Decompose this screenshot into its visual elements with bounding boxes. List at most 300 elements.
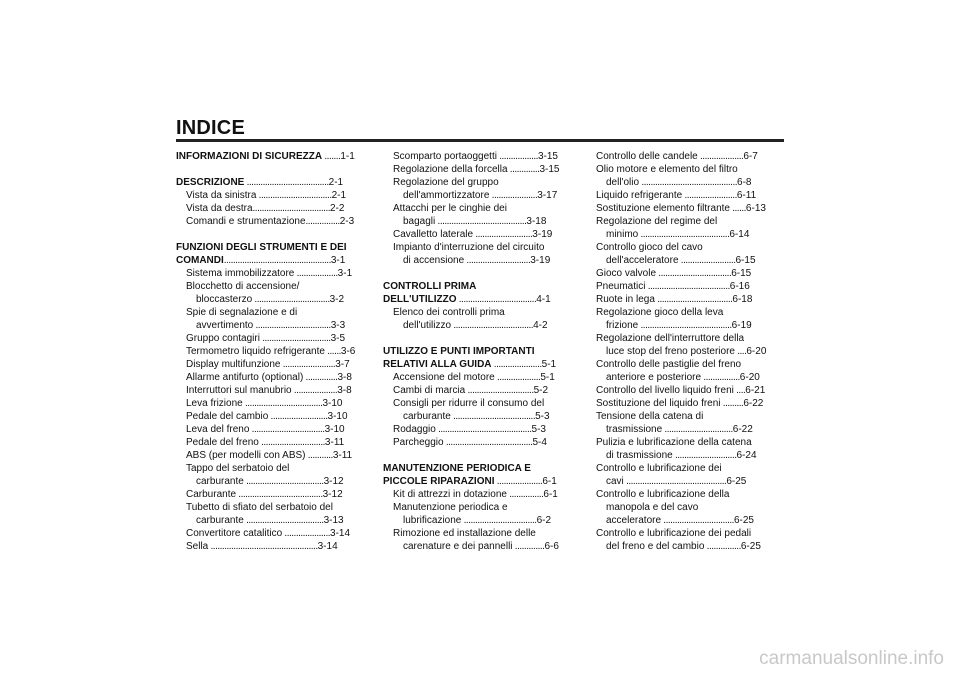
toc-entry-title: dell'acceleratore [606, 255, 679, 266]
toc-page-number: 5-1 [540, 372, 555, 383]
toc-entry[interactable] [383, 488, 574, 501]
toc-leader-dots: ................... [494, 372, 541, 383]
toc-leader-dots: ............... [506, 489, 544, 500]
toc-entry-title: Controllo gioco del cavo [596, 242, 703, 253]
toc-spacer [176, 228, 366, 241]
toc-leader-dots: ........................................ [638, 320, 732, 331]
toc-entry-title: acceleratore [606, 515, 662, 526]
toc-entry-title: Display multifunzione [186, 359, 281, 370]
toc-entry-title: Pedale del freno [186, 437, 259, 448]
toc-entry-title: Regolazione dell'interruttore della [596, 333, 745, 344]
toc-entry[interactable] [176, 501, 366, 514]
toc-entry-title: Controllo e lubrificazione dei [596, 463, 722, 474]
toc-entry[interactable] [383, 306, 574, 319]
toc-entry-title: bagagli [403, 216, 436, 227]
toc-page-number: 6-15 [735, 255, 756, 266]
toc-entry-title: Vista da destra [186, 203, 253, 214]
toc-page-number: 6-20 [746, 346, 767, 357]
toc-entry[interactable] [176, 540, 366, 553]
toc-entry[interactable] [596, 150, 784, 163]
toc-page-number: 3-18 [526, 216, 547, 227]
toc-entry-title: Rimozione ed installazione delle [393, 528, 536, 539]
toc-leader-dots: .................. [294, 268, 338, 279]
toc-leader-dots: ................................ [249, 424, 325, 435]
toc-spacer [383, 332, 574, 345]
toc-entry[interactable] [176, 189, 366, 202]
toc-entry-title: di trasmissione [606, 450, 673, 461]
toc-leader-dots: ................................... [451, 320, 534, 331]
toc-entry[interactable] [176, 345, 366, 358]
toc-leader-dots: .............................. [259, 333, 331, 344]
toc-page-number: 6-11 [736, 190, 757, 201]
toc-page-number: 6-22 [732, 424, 753, 435]
toc-leader-dots: ............................ [258, 437, 325, 448]
toc-entry-title: Termometro liquido refrigerante [186, 346, 325, 357]
toc-entry-title: Pedale del cambio [186, 411, 269, 422]
toc-entry-title: Regolazione della forcella [393, 164, 508, 175]
toc-entry[interactable] [383, 397, 574, 410]
toc-entry-title: Cambi di marcia [393, 385, 466, 396]
toc-leader-dots: .... [734, 346, 747, 357]
toc-entry-title: Kit di attrezzi in dotazione [393, 489, 507, 500]
toc-entry-title: ABS (per modelli con ABS) [186, 450, 306, 461]
toc-entry-title: MANUTENZIONE PERIODICA E [383, 463, 531, 474]
toc-entry-title: Allarme antifurto (optional) [186, 372, 304, 383]
toc-leader-dots: ................... [697, 151, 744, 162]
toc-entry-title: Regolazione del gruppo [393, 177, 499, 188]
toc-leader-dots: ....................................... [435, 216, 527, 227]
toc-entry[interactable] [176, 527, 366, 540]
toc-leader-dots: ......... [720, 398, 744, 409]
toc-entry-title: Sostituzione elemento filtrante [596, 203, 730, 214]
title-rule [176, 139, 784, 142]
toc-page-number: 6-15 [731, 268, 752, 279]
toc-leader-dots: ............................................... [223, 255, 331, 266]
toc-leader-dots: .............................. [662, 424, 733, 435]
toc-section-heading[interactable] [383, 358, 574, 371]
toc-section-heading[interactable] [383, 462, 574, 475]
toc-entry[interactable] [176, 449, 366, 462]
toc-column-1 [176, 150, 366, 553]
toc-leader-dots: ............................ [464, 255, 531, 266]
toc-entry[interactable] [383, 540, 574, 553]
toc-entry[interactable] [596, 371, 784, 384]
toc-entry-title: Scomparto portaoggetti [393, 151, 497, 162]
toc-entry[interactable] [383, 163, 574, 176]
toc-entry[interactable] [596, 449, 784, 462]
toc-leader-dots: ................................ [461, 515, 537, 526]
toc-column-3 [596, 150, 784, 553]
toc-entry-title: Sistema immobilizzatore [186, 268, 295, 279]
toc-section-heading[interactable] [383, 345, 574, 358]
toc-entry[interactable] [596, 228, 784, 241]
toc-leader-dots: ....................... [280, 359, 336, 370]
toc-page-number: 3-7 [335, 359, 350, 370]
toc-entry[interactable] [383, 436, 574, 449]
toc-entry[interactable] [596, 319, 784, 332]
toc-entry[interactable] [383, 527, 574, 540]
toc-entry[interactable] [383, 215, 574, 228]
toc-leader-dots: .................................. [242, 398, 323, 409]
toc-entry[interactable] [596, 306, 784, 319]
toc-leader-dots: ....................................... [638, 229, 730, 240]
toc-section-heading[interactable] [383, 293, 574, 306]
toc-entry-title: minimo [606, 229, 639, 240]
toc-entry[interactable] [596, 202, 784, 215]
toc-page-number: 5-4 [532, 437, 547, 448]
toc-section-heading[interactable] [383, 475, 574, 488]
toc-leader-dots: ................................. [252, 294, 330, 305]
toc-entry[interactable] [596, 280, 784, 293]
toc-leader-dots: ................................. [253, 320, 331, 331]
toc-section-heading[interactable] [176, 254, 366, 267]
toc-page-number: 6-8 [737, 177, 752, 188]
toc-entry-title: Leva del freno [186, 424, 250, 435]
toc-entry[interactable] [596, 267, 784, 280]
toc-leader-dots: ............................... [661, 515, 734, 526]
toc-leader-dots: ................................. [654, 294, 733, 305]
toc-page-number: 6-20 [739, 372, 760, 383]
toc-page-number: 6-1 [543, 489, 558, 500]
toc-entry-title: di accensione [403, 255, 465, 266]
toc-page-number: 3-17 [537, 190, 558, 201]
toc-entry-title: Gruppo contagiri [186, 333, 260, 344]
toc-entry-title: manopola e del cavo [606, 502, 699, 513]
toc-entry-title: RELATIVI ALLA GUIDA [383, 359, 492, 370]
toc-page-number: 6-1 [542, 476, 557, 487]
toc-page-number: 3-1 [330, 255, 346, 266]
toc-leader-dots: ............. [512, 541, 545, 552]
toc-page-number: 3-13 [323, 515, 344, 526]
toc-page-number: 6-14 [729, 229, 750, 240]
toc-entry[interactable] [383, 189, 574, 202]
toc-page-number: 3-12 [322, 489, 343, 500]
toc-leader-dots: .................... [494, 476, 543, 487]
toc-leader-dots: ................................ [256, 190, 332, 201]
toc-entry[interactable] [596, 488, 784, 501]
toc-page-number: 3-2 [329, 294, 345, 305]
toc-entry[interactable] [176, 436, 366, 449]
toc-entry-title: Controllo del livello liquido freni [596, 385, 734, 396]
toc-page-number: 6-18 [732, 294, 753, 305]
toc-entry-title: anteriore e posteriore [606, 372, 702, 383]
toc-page-number: 3-11 [332, 450, 353, 461]
toc-entry[interactable] [596, 293, 784, 306]
toc-entry[interactable] [596, 514, 784, 527]
toc-entry-title: Tubetto di sfiato del serbatoio del [186, 502, 333, 513]
toc-leader-dots: ............... [305, 216, 340, 227]
toc-entry[interactable] [176, 475, 366, 488]
toc-entry[interactable] [176, 397, 366, 410]
toc-leader-dots: ............... [704, 541, 741, 552]
toc-entry-title: Consigli per ridurre il consumo del [393, 398, 545, 409]
toc-entry[interactable] [596, 345, 784, 358]
toc-leader-dots: ..................................... [236, 489, 323, 500]
toc-column-2 [383, 150, 574, 553]
toc-page-number: 6-25 [726, 476, 747, 487]
toc-spacer [176, 163, 366, 176]
toc-entry[interactable] [383, 501, 574, 514]
toc-page-number: 6-6 [544, 541, 559, 552]
toc-entry[interactable] [176, 384, 366, 397]
toc-page-number: 3-5 [330, 333, 346, 344]
toc-entry-title: UTILIZZO E PUNTI IMPORTANTI [383, 346, 535, 357]
toc-leader-dots: .................... [282, 528, 331, 539]
toc-leader-dots: ................... [291, 385, 338, 396]
toc-section-heading[interactable] [383, 280, 574, 293]
toc-entry-title: Spie di segnalazione e di [186, 307, 298, 318]
toc-page-number: 2-1 [331, 190, 347, 201]
toc-entry[interactable] [176, 462, 366, 475]
toc-entry[interactable] [596, 241, 784, 254]
toc-page-number: 6-25 [733, 515, 754, 526]
toc-entry[interactable] [383, 319, 574, 332]
toc-entry[interactable] [176, 293, 366, 306]
toc-leader-dots: .................................... [244, 177, 329, 188]
toc-leader-dots: .................................. [456, 294, 537, 305]
toc-entry[interactable] [176, 410, 366, 423]
toc-page-number: 3-12 [323, 476, 344, 487]
toc-entry[interactable] [176, 319, 366, 332]
toc-page-number: 6-24 [736, 450, 757, 461]
toc-entry[interactable] [596, 527, 784, 540]
toc-page-number: 3-14 [330, 528, 351, 539]
toc-page-number: 3-10 [322, 398, 343, 409]
toc-entry[interactable] [596, 462, 784, 475]
toc-page-number: 4-2 [533, 320, 548, 331]
toc-entry-title: Blocchetto di accensione/ [186, 281, 300, 292]
toc-entry-title: Liquido refrigerante [596, 190, 683, 201]
toc-entry[interactable] [383, 241, 574, 254]
toc-entry-title: Elenco dei controlli prima [393, 307, 505, 318]
toc-page-number: 3-10 [327, 411, 348, 422]
toc-entry-title: Pulizia e lubrificazione della catena [596, 437, 752, 448]
toc-entry-title: Regolazione del regime del [596, 216, 718, 227]
toc-entry-title: Parcheggio [393, 437, 444, 448]
toc-entry[interactable] [176, 423, 366, 436]
toc-page-number: 2-1 [328, 177, 344, 188]
toc-entry[interactable] [176, 280, 366, 293]
toc-entry-title: Controllo delle pastiglie del freno [596, 359, 742, 370]
toc-entry[interactable] [596, 215, 784, 228]
toc-entry[interactable] [383, 410, 574, 423]
toc-entry-title: avvertimento [196, 320, 254, 331]
toc-leader-dots: ................................ [656, 268, 732, 279]
toc-page-number: 3-1 [337, 268, 353, 279]
toc-entry-title: Regolazione gioco della leva [596, 307, 724, 318]
toc-entry[interactable] [596, 358, 784, 371]
toc-entry[interactable] [383, 423, 574, 436]
toc-leader-dots: ...................................... [443, 437, 533, 448]
toc-leader-dots: .................................... [450, 411, 536, 422]
toc-entry-title: luce stop del freno posteriore [606, 346, 735, 357]
toc-entry[interactable] [383, 150, 574, 163]
toc-entry[interactable] [596, 423, 784, 436]
toc-entry[interactable] [596, 475, 784, 488]
toc-entry-title: Comandi e strumentazione [186, 216, 306, 227]
toc-page-number: 6-16 [729, 281, 750, 292]
toc-leader-dots: .................................... [645, 281, 730, 292]
toc-leader-dots: ............. [507, 164, 540, 175]
toc-page-number: 5-2 [533, 385, 549, 396]
toc-entry-title: Convertitore catalitico [186, 528, 283, 539]
toc-entry-title: bloccasterzo [196, 294, 253, 305]
toc-leader-dots: .................................. [252, 203, 330, 214]
toc-leader-dots: .... [733, 385, 746, 396]
toc-leader-dots: ......................................... [435, 424, 532, 435]
toc-leader-dots: .................... [489, 190, 538, 201]
toc-entry-title: Interruttori sul manubrio [186, 385, 292, 396]
toc-entry-title: Controllo e lubrificazione dei pedali [596, 528, 752, 539]
toc-page-number: 4-1 [536, 294, 551, 305]
toc-entry[interactable] [383, 514, 574, 527]
toc-page-number: 3-8 [337, 372, 352, 383]
toc-leader-dots: ................. [496, 151, 538, 162]
toc-leader-dots: ................ [701, 372, 740, 383]
toc-entry-title: carenature e dei pannelli [403, 541, 513, 552]
toc-entry[interactable] [176, 514, 366, 527]
toc-spacer [383, 449, 574, 462]
toc-entry-title: Cavalletto laterale [393, 229, 474, 240]
toc-entry-title: DELL'UTILIZZO [383, 294, 457, 305]
toc-entry[interactable] [596, 384, 784, 397]
toc-page-number: 6-7 [743, 151, 758, 162]
toc-page-number: 3-3 [330, 320, 346, 331]
toc-page-number: 3-15 [539, 164, 560, 175]
toc-leader-dots: ............................. [465, 385, 534, 396]
toc-entry-title: dell'olio [606, 177, 640, 188]
page-title: INDICE [176, 117, 245, 139]
toc-entry[interactable] [596, 189, 784, 202]
toc-entry[interactable] [176, 488, 366, 501]
toc-entry-title: Olio motore e elemento del filtro [596, 164, 738, 175]
toc-leader-dots: ............................................ [623, 476, 727, 487]
toc-entry-title: Carburante [186, 489, 237, 500]
toc-page-number: 6-22 [743, 398, 764, 409]
toc-entry-title: dell'utilizzo [403, 320, 452, 331]
toc-leader-dots: .............. [303, 372, 338, 383]
toc-entry-title: carburante [196, 515, 244, 526]
toc-page-number: 5-3 [535, 411, 550, 422]
toc-leader-dots: ........................... [672, 450, 737, 461]
toc-page-number: 2-2 [330, 203, 345, 214]
toc-entry[interactable] [596, 410, 784, 423]
toc-leader-dots: ........... [305, 450, 333, 461]
toc-entry-title: PICCOLE RIPARAZIONI [383, 476, 495, 487]
toc-page-number: 3-8 [337, 385, 352, 396]
toc-entry-title: Impianto d'interruzione del circuito [393, 242, 545, 253]
toc-entry[interactable] [596, 501, 784, 514]
toc-entry-title: frizione [606, 320, 639, 331]
toc-entry-title: Controllo e lubrificazione della [596, 489, 730, 500]
toc-leader-dots: ...... [324, 346, 341, 357]
toc-page-number: 6-13 [745, 203, 766, 214]
toc-entry-title: FUNZIONI DEGLI STRUMENTI E DEI [176, 242, 347, 253]
toc-entry[interactable] [383, 202, 574, 215]
toc-leader-dots: ....................... [682, 190, 737, 201]
toc-entry-title: Accensione del motore [393, 372, 495, 383]
toc-entry-title: Attacchi per le cinghie dei [393, 203, 507, 214]
toc-page-number: 3-6 [340, 346, 356, 357]
toc-entry-title: Leva frizione [186, 398, 243, 409]
toc-entry-title: CONTROLLI PRIMA [383, 281, 477, 292]
toc-entry[interactable] [596, 254, 784, 267]
toc-section-heading[interactable] [176, 150, 366, 163]
watermark: carmanualsonline.info [759, 648, 944, 669]
toc-entry[interactable] [176, 371, 366, 384]
toc-entry[interactable] [383, 228, 574, 241]
toc-entry-title: dell'ammortizzatore [403, 190, 490, 201]
toc-leader-dots: ............................................... [208, 541, 318, 552]
toc-entry[interactable] [596, 540, 784, 553]
toc-entry-title: lubrificazione [403, 515, 462, 526]
toc-entry-title: Sella [186, 541, 209, 552]
toc-page-number: 5-3 [531, 424, 546, 435]
toc-entry[interactable] [383, 176, 574, 189]
toc-page-number: 6-25 [740, 541, 761, 552]
toc-page-number: 3-11 [324, 437, 345, 448]
toc-entry-title: Rodaggio [393, 424, 436, 435]
toc-page-number: 6-21 [745, 385, 766, 396]
toc-entry[interactable] [596, 163, 784, 176]
toc-entry[interactable] [596, 176, 784, 189]
toc-entry-title: del freno e del cambio [606, 541, 705, 552]
toc-page-number: 3-10 [324, 424, 345, 435]
toc-leader-dots: ......................... [268, 411, 328, 422]
toc-entry-title: Ruote in lega [596, 294, 655, 305]
toc-page-number: 3-19 [530, 255, 551, 266]
toc-entry-title: Pneumatici [596, 281, 646, 292]
toc-entry-title: cavi [606, 476, 624, 487]
toc-section-heading[interactable] [176, 241, 366, 254]
toc-entry[interactable] [176, 215, 366, 228]
toc-entry[interactable] [596, 436, 784, 449]
toc-leader-dots: ...... [729, 203, 746, 214]
toc-entry-title: Gioco valvole [596, 268, 657, 279]
toc-entry[interactable] [383, 384, 574, 397]
toc-page-number: 2-3 [339, 216, 355, 227]
toc-entry-title: Sostituzione del liquido freni [596, 398, 721, 409]
toc-entry-title: COMANDI [176, 255, 224, 266]
toc-page-number: 1-1 [340, 151, 355, 162]
toc-leader-dots: ......................... [473, 229, 533, 240]
toc-entry[interactable] [176, 332, 366, 345]
toc-page-number: 6-2 [536, 515, 552, 526]
toc-leader-dots: ........................ [678, 255, 736, 266]
toc-entry-title: Vista da sinistra [186, 190, 257, 201]
toc-entry-title: Manutenzione periodica e [393, 502, 508, 513]
toc-entry[interactable] [176, 202, 366, 215]
toc-entry-title: Tensione della catena di [596, 411, 704, 422]
toc-entry-title: DESCRIZIONE [176, 177, 245, 188]
toc-spacer [383, 267, 574, 280]
toc-section-heading[interactable] [176, 176, 366, 189]
toc-entry-title: INFORMAZIONI DI SICUREZZA [176, 151, 323, 162]
toc-entry[interactable] [596, 397, 784, 410]
toc-entry[interactable] [176, 306, 366, 319]
toc-page-number: 3-14 [317, 541, 338, 552]
toc-entry[interactable] [383, 371, 574, 384]
toc-entry[interactable] [176, 267, 366, 280]
toc-entry[interactable] [383, 254, 574, 267]
toc-leader-dots: .................................. [243, 476, 324, 487]
toc-leader-dots: .......................................... [639, 177, 738, 188]
toc-page-number: 5-1 [541, 359, 557, 370]
toc-entry[interactable] [176, 358, 366, 371]
toc-leader-dots: .................................. [243, 515, 324, 526]
toc-entry[interactable] [596, 332, 784, 345]
toc-entry-title: carburante [196, 476, 244, 487]
